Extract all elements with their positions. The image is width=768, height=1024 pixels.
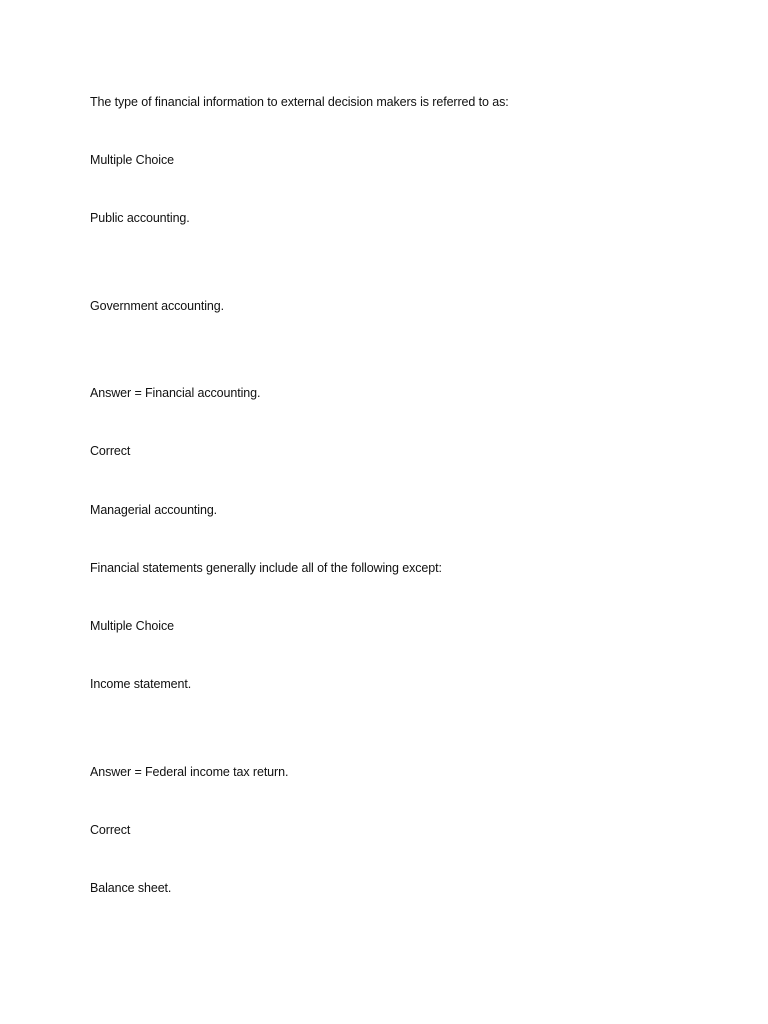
question-1-result: Correct	[90, 444, 131, 458]
question-2-result: Correct	[90, 823, 131, 837]
question-2-text: Financial statements generally include all of the following except:	[90, 561, 442, 575]
question-2-answer: Answer = Federal income tax return.	[90, 765, 289, 779]
question-1-text: The type of financial information to external decision makers is referred to as:	[90, 95, 509, 109]
question-1-type-label: Multiple Choice	[90, 153, 174, 167]
question-1-option-managerial: Managerial accounting.	[90, 503, 218, 517]
question-1-option-government: Government accounting.	[90, 299, 224, 313]
question-2-type-label: Multiple Choice	[90, 619, 174, 633]
question-2-option-balance-sheet: Balance sheet.	[90, 881, 172, 895]
question-2-option-income-statement: Income statement.	[90, 677, 192, 691]
question-1-answer: Answer = Financial accounting.	[90, 386, 261, 400]
question-1-option-public: Public accounting.	[90, 211, 190, 225]
